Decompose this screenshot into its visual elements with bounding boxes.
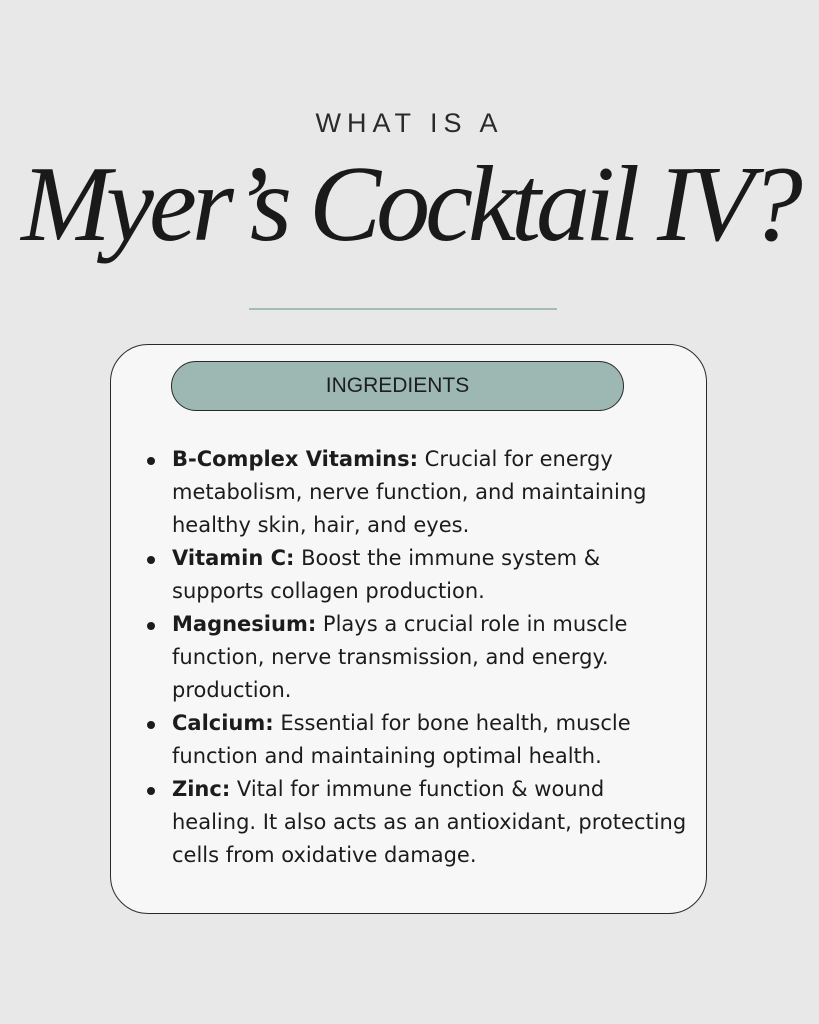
bullet-icon <box>147 721 155 729</box>
ingredient-description: Crucial for energy metabolism, nerve function, and maintaining healthy skin, hair, and eyes. <box>172 447 647 537</box>
ingredients-card <box>110 344 707 914</box>
page-title: Myer’s Cocktail IV? <box>21 145 798 264</box>
ingredient-term: Calcium: <box>172 711 274 735</box>
ingredient-description: Plays a crucial role in muscle function, nerve transmission, and energy. production. <box>172 612 628 702</box>
list-item <box>147 542 687 608</box>
page-kicker: WHAT IS A <box>315 108 504 138</box>
title-divider <box>249 308 557 310</box>
list-item <box>147 443 687 542</box>
bullet-icon <box>147 622 155 630</box>
list-item <box>147 608 687 707</box>
ingredient-term: B-Complex Vitamins: <box>172 447 418 471</box>
ingredient-term: Zinc: <box>172 777 231 801</box>
ingredients-list <box>147 443 687 872</box>
bullet-icon <box>147 787 155 795</box>
list-item <box>147 707 687 773</box>
ingredient-term: Magnesium: <box>172 612 317 636</box>
bullet-icon <box>147 556 155 564</box>
ingredient-description: Vital for immune function & wound healing. It also acts as an antioxidant, protecting cells from oxidative damage. <box>172 777 687 867</box>
list-item <box>147 773 687 872</box>
ingredient-term: Vitamin C: <box>172 546 295 570</box>
ingredient-description: Boost the immune system & supports collagen production. <box>172 546 601 603</box>
bullet-icon <box>147 457 155 465</box>
ingredient-description: Essential for bone health, muscle function and maintaining optimal health. <box>172 711 631 768</box>
ingredients-badge: INGREDIENTS <box>171 361 624 411</box>
